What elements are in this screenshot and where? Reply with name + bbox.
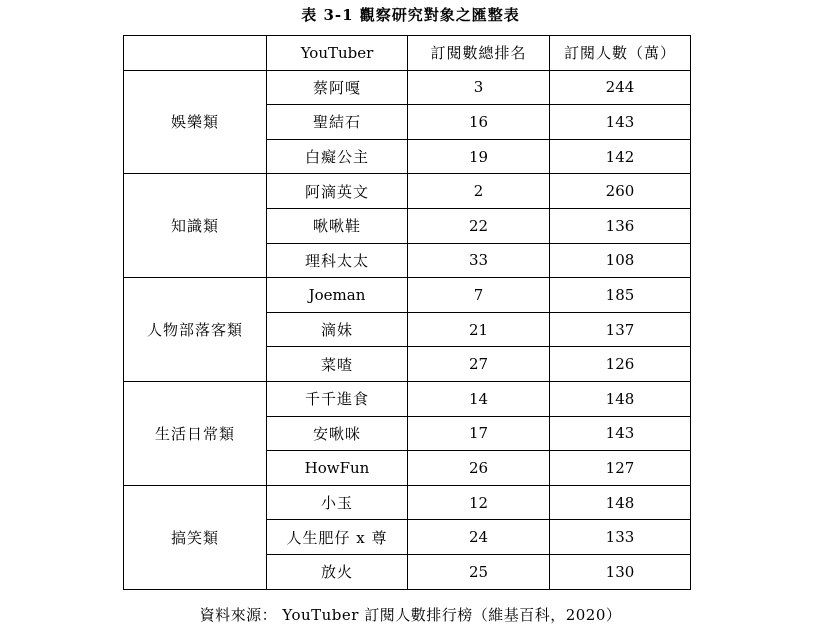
youtuber-name-cell: 千千進食 <box>267 381 408 416</box>
subscribers-cell: 133 <box>550 520 691 555</box>
subscribers-cell: 185 <box>550 278 691 313</box>
table-row <box>124 278 691 313</box>
subscribers-cell: 148 <box>550 381 691 416</box>
rank-cell: 27 <box>408 347 550 382</box>
subscribers-cell: 136 <box>550 208 691 243</box>
youtuber-name-cell: 滴妹 <box>267 312 408 347</box>
youtuber-name-cell: 白癡公主 <box>267 139 408 174</box>
subscribers-cell: 130 <box>550 554 691 589</box>
subscribers-cell: 126 <box>550 347 691 382</box>
source-note: 資料來源： YouTuber 訂閱人數排行榜（維基百科，2020） <box>199 606 622 624</box>
youtuber-name-cell: 蔡阿嘎 <box>267 70 408 105</box>
subscribers-cell: 142 <box>550 139 691 174</box>
youtuber-name-cell: 阿滴英文 <box>267 174 408 209</box>
youtuber-name-cell: 聖結石 <box>267 105 408 140</box>
subscribers-cell: 143 <box>550 416 691 451</box>
rank-cell: 21 <box>408 312 550 347</box>
rank-cell: 16 <box>408 105 550 140</box>
category-cell: 生活日常類 <box>124 381 267 485</box>
category-cell: 人物部落客類 <box>124 278 267 382</box>
subscribers-cell: 137 <box>550 312 691 347</box>
table-row <box>124 70 691 105</box>
table-row <box>124 485 691 520</box>
table-row <box>124 381 691 416</box>
subscribers-cell: 108 <box>550 243 691 278</box>
rank-cell: 26 <box>408 451 550 486</box>
header-subscribers: 訂閱人數（萬） <box>550 36 691 71</box>
rank-cell: 22 <box>408 208 550 243</box>
rank-cell: 3 <box>408 70 550 105</box>
rank-cell: 25 <box>408 554 550 589</box>
rank-cell: 33 <box>408 243 550 278</box>
subscribers-cell: 127 <box>550 451 691 486</box>
youtuber-name-cell: 啾啾鞋 <box>267 208 408 243</box>
youtuber-name-cell: 理科太太 <box>267 243 408 278</box>
rank-cell: 14 <box>408 381 550 416</box>
youtuber-name-cell: 安啾咪 <box>267 416 408 451</box>
rank-cell: 17 <box>408 416 550 451</box>
rank-cell: 2 <box>408 174 550 209</box>
subscribers-cell: 143 <box>550 105 691 140</box>
header-row <box>124 36 691 71</box>
category-cell: 搞笑類 <box>124 485 267 589</box>
subscribers-cell: 244 <box>550 70 691 105</box>
subscribers-cell: 260 <box>550 174 691 209</box>
rank-cell: 19 <box>408 139 550 174</box>
youtuber-name-cell: Joeman <box>267 278 408 313</box>
youtuber-name-cell: HowFun <box>267 451 408 486</box>
youtuber-name-cell: 放火 <box>267 554 408 589</box>
category-cell: 知識類 <box>124 174 267 278</box>
rank-cell: 24 <box>408 520 550 555</box>
youtuber-name-cell: 菜喳 <box>267 347 408 382</box>
header-youtuber: YouTuber <box>267 36 408 71</box>
header-rank: 訂閱數總排名 <box>408 36 550 71</box>
youtuber-name-cell: 人生肥仔 x 尊 <box>267 520 408 555</box>
rank-cell: 12 <box>408 485 550 520</box>
table-caption: 表 3-1 觀察研究對象之匯整表 <box>301 6 520 24</box>
research-subjects-table <box>123 35 691 590</box>
youtuber-name-cell: 小玉 <box>267 485 408 520</box>
rank-cell: 7 <box>408 278 550 313</box>
table-row <box>124 174 691 209</box>
subscribers-cell: 148 <box>550 485 691 520</box>
header-empty-cell <box>124 36 267 71</box>
category-cell: 娛樂類 <box>124 70 267 174</box>
